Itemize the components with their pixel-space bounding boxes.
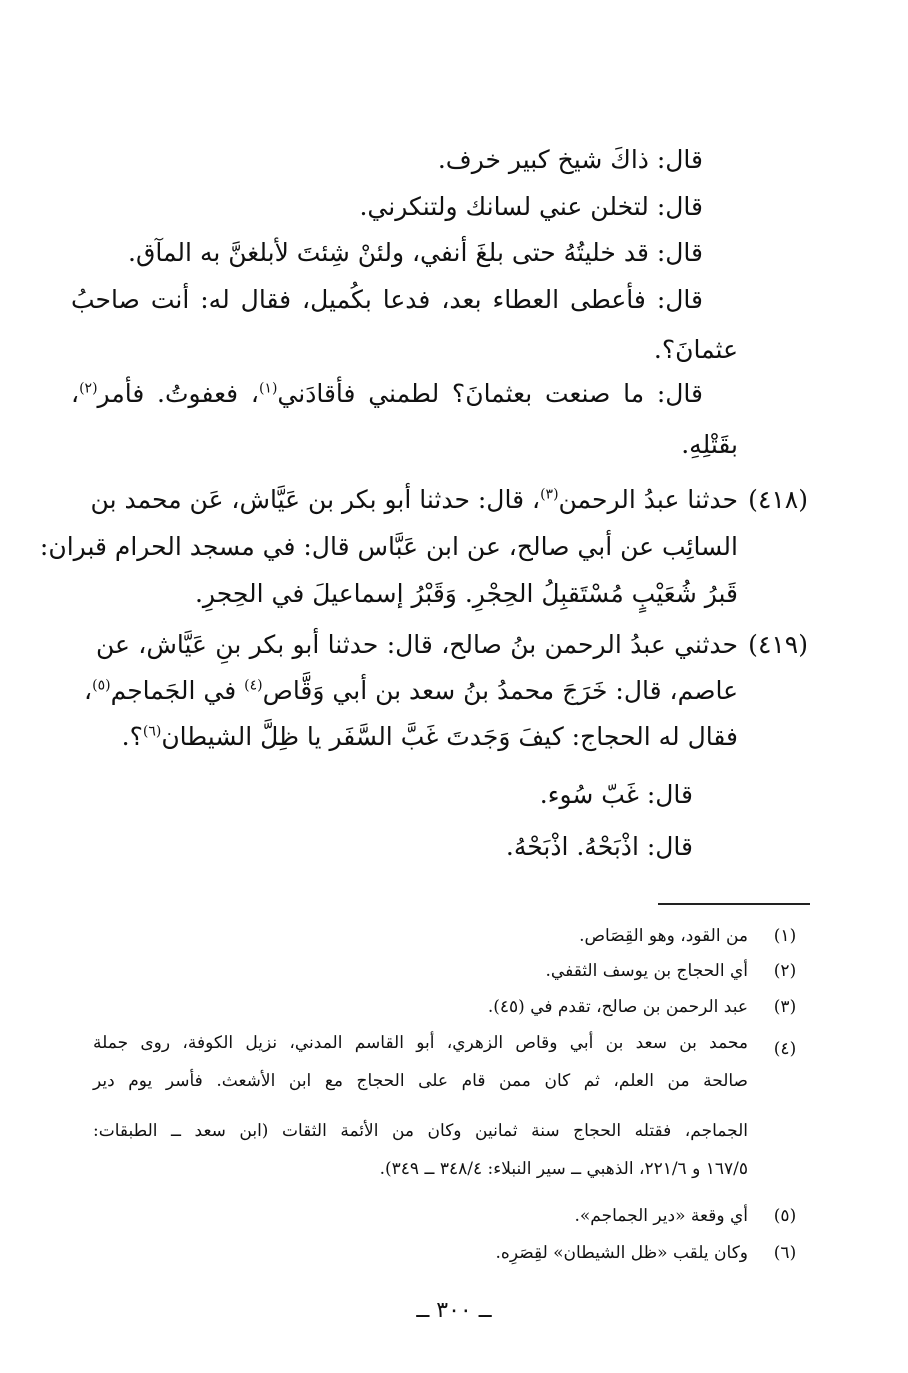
footnote-ref-1: (١) (258, 380, 278, 397)
hadith-419-line-3 (122, 720, 738, 754)
footnote-6-text: وكان يلقب «ظل الشيطان» لقِصَرِه. (495, 1243, 748, 1263)
hadith-418-line-2: السائِب عن أبي صالح، عن ابن عَبَّاس قال: في مسجد الحرام قبران: (39, 532, 738, 561)
dialogue-line-3: قال: قد خليتُهُ حتى بلغَ أنفي، ولئنْ شِئتَ لأبلغنَّ به المآق. (128, 238, 703, 267)
footnote-ref-4: (٤) (244, 677, 263, 694)
hadith-419-line-2-c: ، (84, 676, 93, 705)
footnote-4-line-2: صالحة من العلم، ثم كان ممن قام على الحجاج مع ابن الأشعث. فأسر يوم دير (93, 1071, 748, 1091)
hadith-418-line-1 (90, 483, 738, 517)
footnote-separator (658, 903, 810, 905)
page-number: ــ ٣٠٠ ــ (416, 1298, 492, 1323)
footnote-4-line-3: الجماجم، فقتله الحجاج سنة ثمانين وكان من الأئمة الثقات (ابن سعد ــ الطبقات: (93, 1121, 748, 1141)
dialogue-line-6-text-b: ، فعفوتُ. فأمر (97, 379, 259, 408)
dialogue-line-2: قال: لتخلن عني لسانك ولتنكرني. (359, 192, 703, 221)
hadith-419-line-1: حدثني عبدُ الرحمن بنُ صالح، قال: حدثنا أبو بكر بنِ عَيَّاش، عن (96, 630, 738, 659)
footnote-ref-3: (٣) (540, 486, 559, 503)
footnote-2-text: أي الحجاج بن يوسف الثقفي. (545, 961, 748, 981)
hadith-419-line-3-b: ؟. (121, 722, 143, 751)
footnote-5-text: أي وقعة «دير الجماجم». (574, 1206, 748, 1226)
hadith-419-number: (٤١٩) (748, 630, 808, 659)
footnote-ref-5: (٥) (92, 677, 111, 694)
hadith-419-line-2-b: في الجَماجم (110, 676, 245, 705)
footnote-4-line-4: ١٦٧/٥ و ٢٢١/٦، الذهبي ــ سير النبلاء: ٣٤٨/٤ ــ ٣٤٩). (379, 1159, 748, 1179)
footnote-1-text: من القود، وهو القِصَاص. (579, 926, 748, 946)
hadith-419-line-5: قال: اذْبَحْهُ. اذْبَحْهُ. (505, 832, 693, 861)
dialogue-line-6-text-c: ، (71, 379, 80, 408)
dialogue-line-1: قال: ذاكَ شيخ كبير خرف. (437, 145, 703, 174)
hadith-418-line-1-b: ، قال: حدثنا أبو بكر بن عَيَّاش، عَن محمد بن (90, 485, 541, 514)
hadith-419-line-2-a: عاصم، قال: خَرَجَ محمدُ بنُ سعد بن أبي وَقَّاص (262, 676, 738, 705)
footnote-ref-2: (٢) (79, 380, 98, 397)
footnote-2-number: (٢) (773, 961, 797, 981)
dialogue-line-6 (71, 377, 703, 411)
footnote-4-line-1: محمد بن سعد بن أبي وقاص الزهري، أبو القاسم المدني، نزيل الكوفة، روى جملة (93, 1033, 748, 1053)
dialogue-line-7: بقَتْلِهِ. (681, 430, 738, 459)
hadith-419-line-2 (84, 674, 738, 708)
footnote-1-number: (١) (773, 926, 797, 946)
footnote-6-number: (٦) (773, 1243, 797, 1263)
footnote-ref-6: (٦) (142, 723, 162, 740)
footnote-5-number: (٥) (773, 1206, 797, 1226)
hadith-419-line-3-a: فقال له الحجاج: كيفَ وَجَدتَ غَبَّ السَّفَر يا ظِلَّ الشيطان (161, 722, 738, 751)
hadith-418-line-1-a: حدثنا عبدُ الرحمن (558, 485, 738, 514)
footnote-3-number: (٣) (773, 997, 797, 1017)
footnote-4-number: (٤) (773, 1039, 797, 1059)
dialogue-line-4: قال: فأعطى العطاء بعد، فدعا بكُميل، فقال له: أنت صاحبُ (71, 285, 703, 314)
dialogue-line-5: عثمانَ؟. (653, 335, 738, 364)
dialogue-line-6-text-a: قال: ما صنعت بعثمانَ؟ لطمني فأقادَني (277, 379, 703, 408)
hadith-418-number: (٤١٨) (748, 485, 808, 514)
footnote-3-text: عبد الرحمن بن صالح، تقدم في (٤٥). (487, 997, 748, 1017)
hadith-418-line-3: قَبرُ شُعَيْبٍ مُسْتَقبِلُ الحِجْرِ. وَقَبْرُ إسماعيلَ في الحِجرِ. (194, 579, 738, 608)
hadith-419-line-4: قال: غَبّ سُوء. (539, 780, 693, 809)
